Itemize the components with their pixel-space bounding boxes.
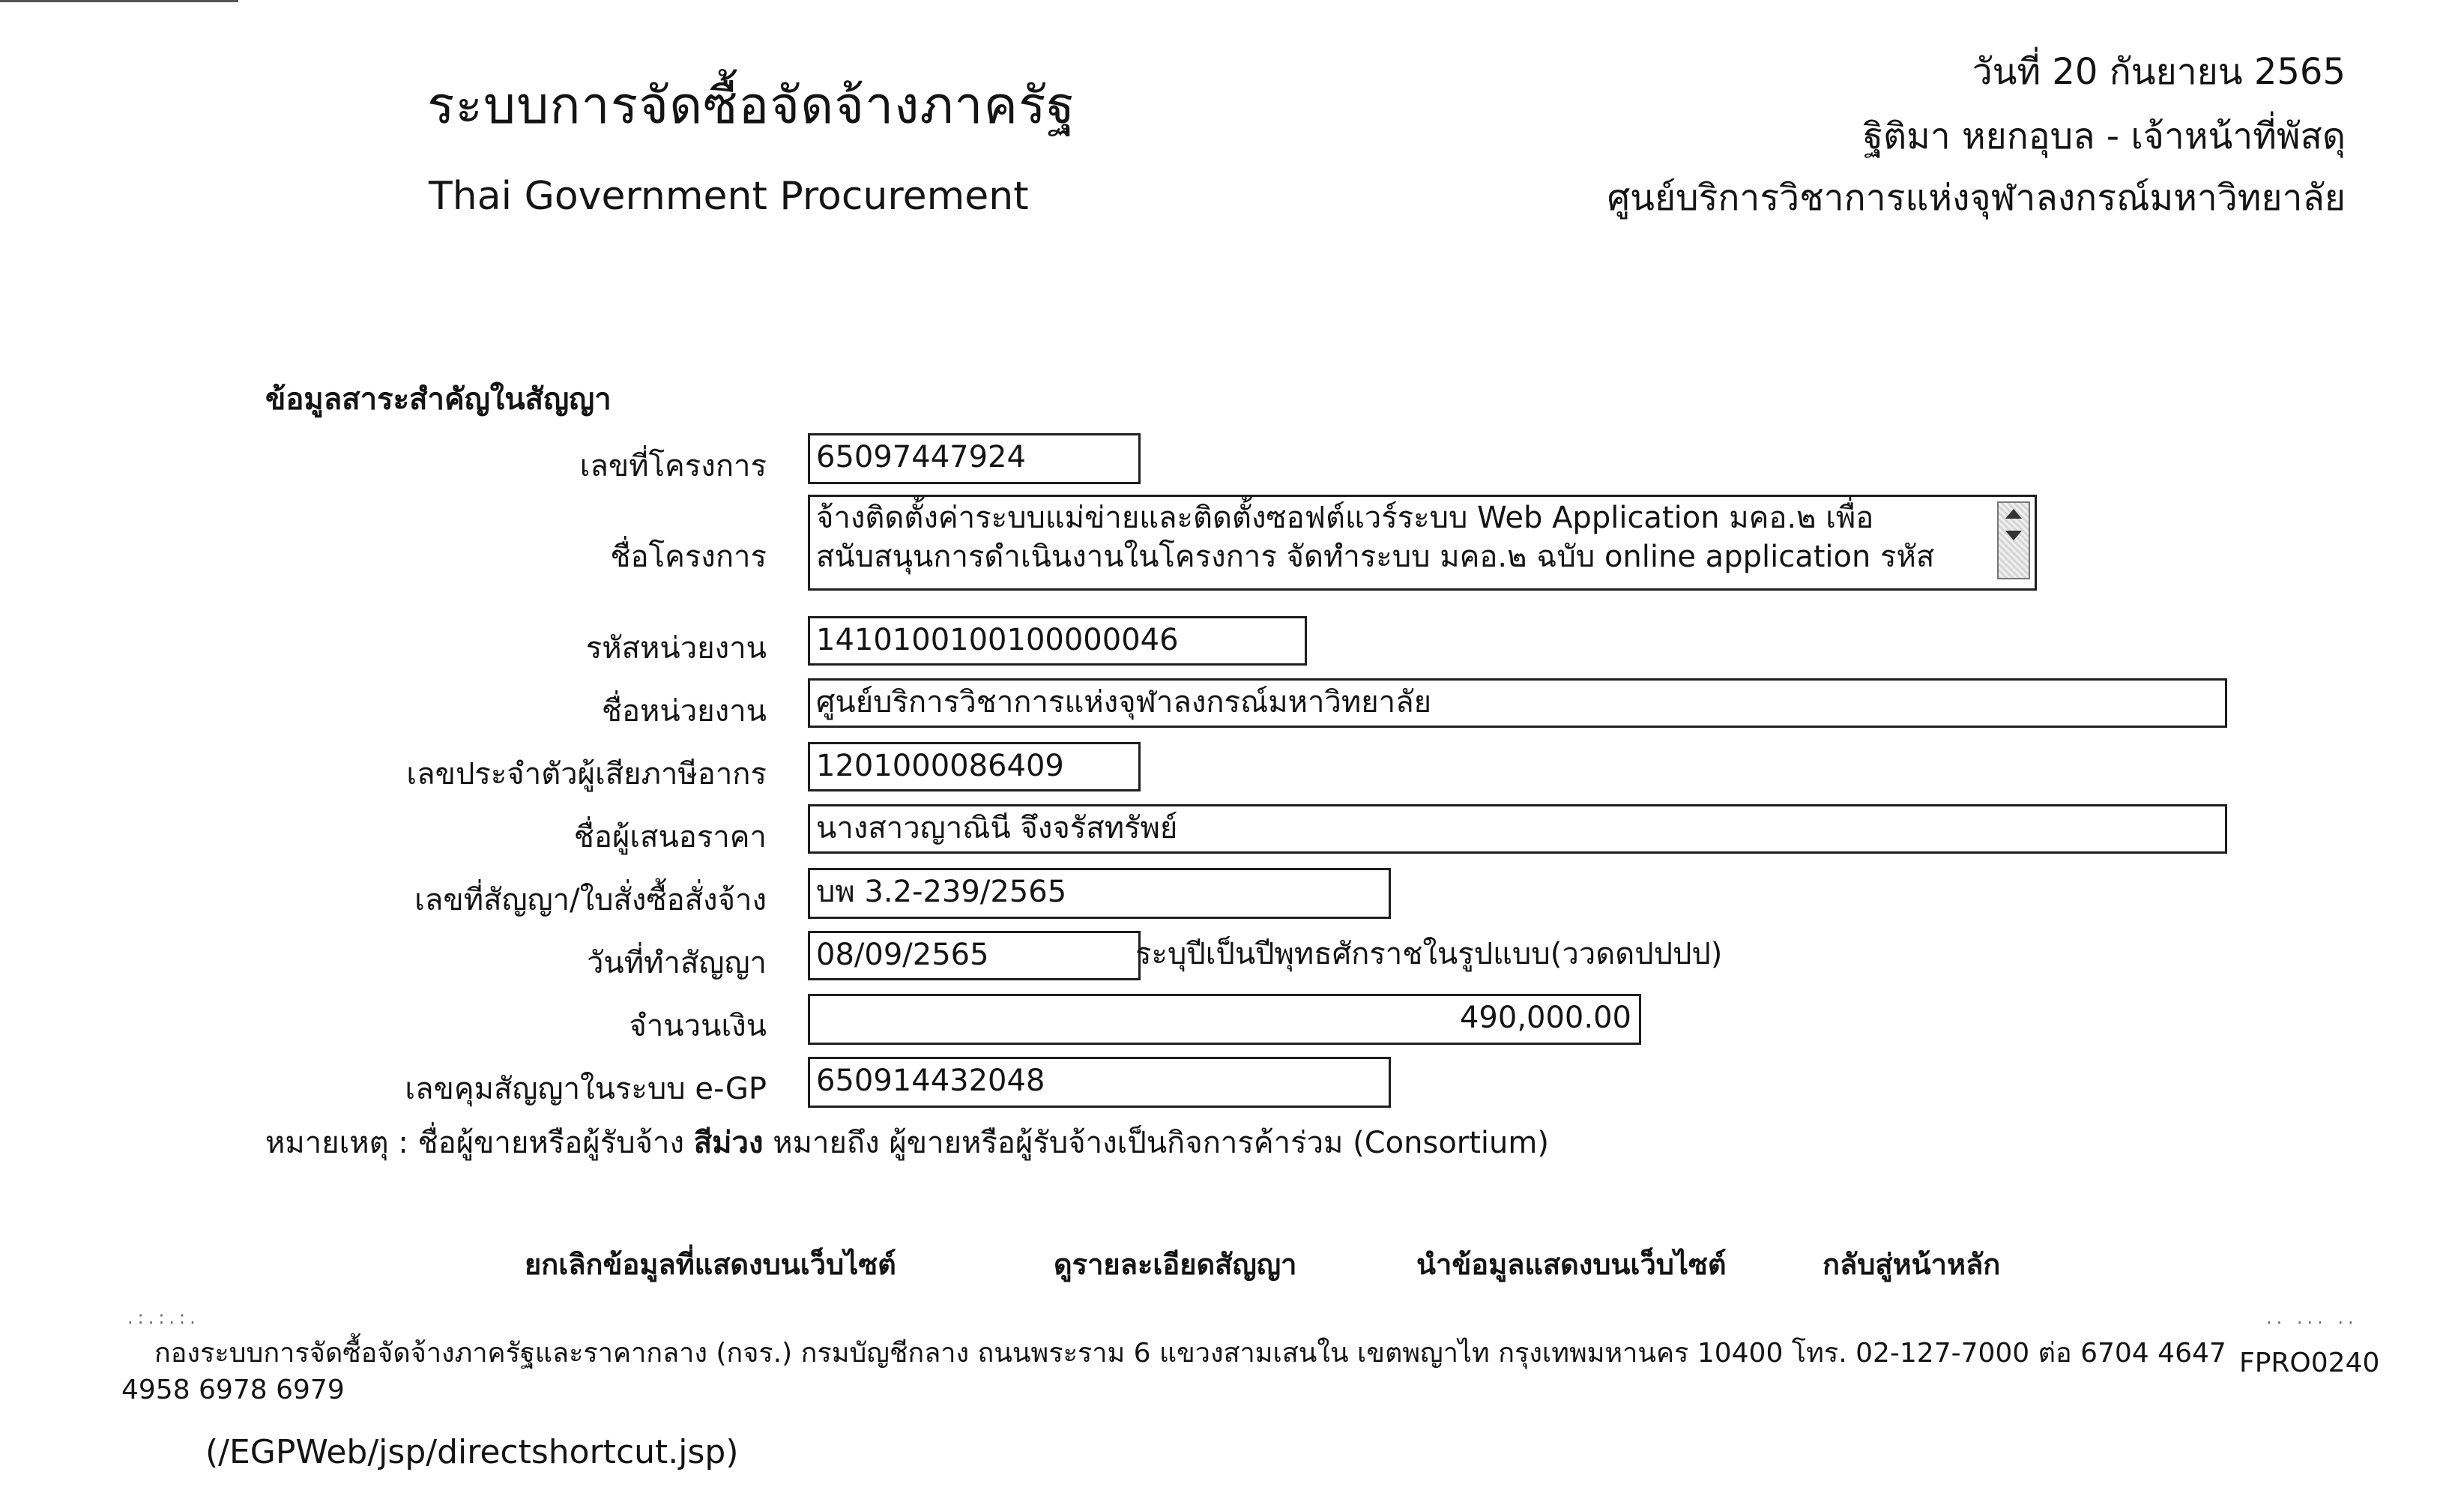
contract-date-field[interactable]: 08/09/2565	[808, 931, 1141, 980]
scan-speckle-right: .. ... ..	[2266, 1307, 2358, 1328]
note-highlight: สีม่วง	[693, 1126, 764, 1160]
scroll-down-arrow-icon[interactable]	[2005, 531, 2022, 540]
project-no-field[interactable]: 65097447924	[808, 433, 1141, 484]
footer-address: กองระบบการจัดซื้อจัดจ้างภาครัฐและราคากลาง (กจร.) กรมบัญชีกลาง ถนนพระราม 6 แขวงสามเสนใน เขตพญาไท กรุงเทพมหานคร 10400 โทร. 02-127-7000 ต่อ 6704 4647	[154, 1338, 2226, 1369]
agency-code-label: รหัสหน่วยงาน	[585, 631, 767, 666]
system-title-thai: ระบบการจัดซื้อจัดจ้างภาครัฐ	[427, 76, 1076, 136]
agency-code-field[interactable]: 1410100100100000046	[808, 616, 1307, 666]
note-prefix: หมายเหตุ : ชื่อผู้ขายหรือผู้รับจ้าง	[265, 1126, 694, 1160]
system-title-english: Thai Government Procurement	[429, 174, 1029, 219]
note-suffix: หมายถึง ผู้ขายหรือผู้รับจ้างเป็นกิจการค้าร่วม (Consortium)	[763, 1126, 1549, 1160]
agency-name-label: ชื่อหน่วยงาน	[601, 694, 767, 729]
project-name-label: ชื่อโครงการ	[610, 540, 767, 574]
page-path: (/EGPWeb/jsp/directshortcut.jsp)	[205, 1433, 739, 1471]
bidder-name-field[interactable]: นางสาวญาณินี จึงจรัสทรัพย์	[808, 804, 2227, 854]
bidder-name-label: ชื่อผู้เสนอราคา	[573, 820, 767, 854]
back-home-link[interactable]: กลับสู่หน้าหลัก	[1823, 1248, 2001, 1281]
egp-control-no-label: เลขคุมสัญญาในระบบ e-GP	[405, 1072, 767, 1106]
contract-date-hint: ระบุปีเป็นปีพุทธศักราชในรูปแบบ(ววดดปปปป)	[1135, 937, 1723, 971]
egp-control-no-field[interactable]: 650914432048	[808, 1057, 1391, 1108]
top-rule	[0, 0, 238, 2]
contract-no-field[interactable]: บพ 3.2-239/2565	[808, 868, 1391, 919]
tax-id-field[interactable]: 1201000086409	[808, 742, 1141, 791]
tax-id-label: เลขประจำตัวผู้เสียภาษีอากร	[406, 757, 767, 791]
scan-speckle-left: .:.:.:.	[127, 1307, 200, 1328]
current-date: วันที่ 20 กันยายน 2565	[1972, 51, 2346, 93]
section-title: ข้อมูลสาระสำคัญในสัญญา	[265, 382, 612, 417]
project-no-label: เลขที่โครงการ	[579, 449, 767, 483]
textarea-scrollbar[interactable]	[1997, 501, 2030, 579]
publish-link[interactable]: นำข้อมูลแสดงบนเว็บไซต์	[1416, 1248, 1727, 1281]
contract-date-label: วันที่ทำสัญญา	[586, 946, 767, 980]
user-organization: ศูนย์บริการวิชาการแห่งจุฬาลงกรณ์มหาวิทยาลัย	[1607, 177, 2346, 219]
consortium-note	[265, 1118, 1549, 1166]
project-name-text: จ้างติดตั้งค่าระบบแม่ข่ายและติดตั้งซอฟต์แวร์ระบบ Web Application มคอ.๒ เพื่อ สนับสนุนการดำเนินงานในโครงการ จัดทำระบบ มคอ.๒ ฉบับ online application รหัส	[816, 501, 1935, 574]
project-name-textarea[interactable]	[808, 495, 2037, 591]
amount-field[interactable]: 490,000.00	[808, 994, 1641, 1045]
cancel-publish-link[interactable]: ยกเลิกข้อมูลที่แสดงบนเว็บไซต์	[525, 1248, 896, 1281]
amount-label: จำนวนเงิน	[629, 1009, 767, 1043]
footer-phone-extensions: 4958 6978 6979	[121, 1375, 345, 1405]
user-name: ฐิติมา หยกอุบล - เจ้าหน้าที่พัสดุ	[1863, 115, 2346, 157]
contract-no-label: เลขที่สัญญา/ใบสั่งซื้อสั่งจ้าง	[414, 883, 767, 917]
page-code: FPRO0240	[2239, 1348, 2380, 1378]
agency-name-field[interactable]: ศูนย์บริการวิชาการแห่งจุฬาลงกรณ์มหาวิทยาลัย	[808, 678, 2227, 728]
scroll-up-arrow-icon[interactable]	[2005, 509, 2022, 519]
view-contract-link[interactable]: ดูรายละเอียดสัญญา	[1054, 1248, 1297, 1281]
